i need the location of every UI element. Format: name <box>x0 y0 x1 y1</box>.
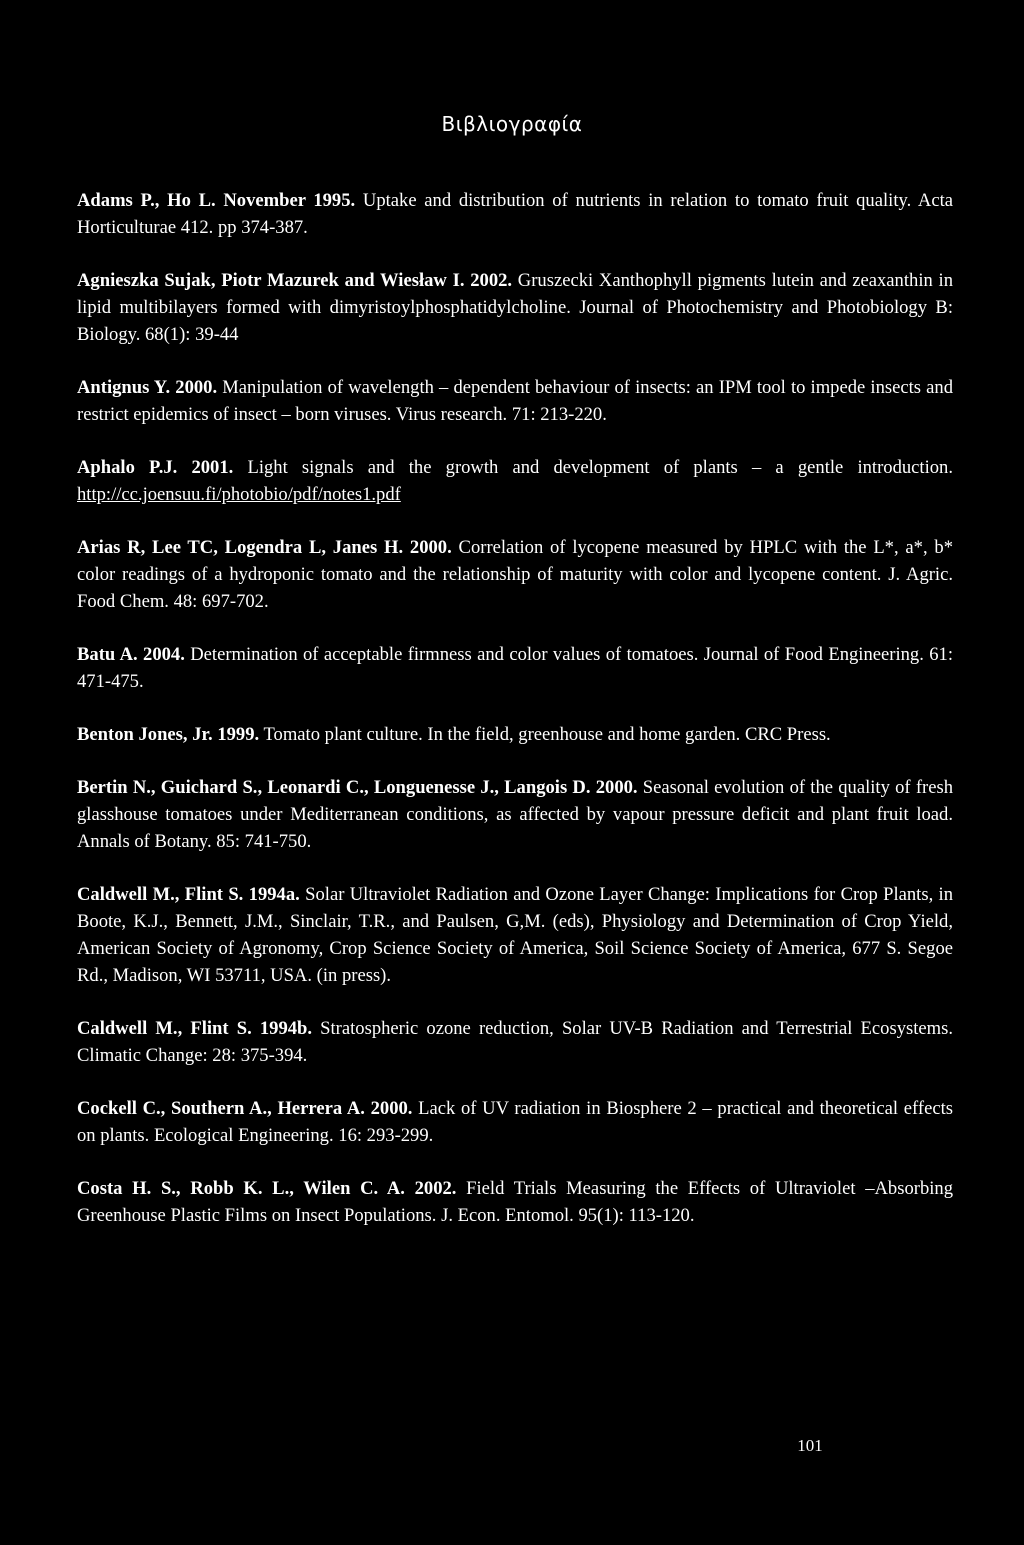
reference-item <box>77 374 953 428</box>
reference-item <box>77 774 953 855</box>
reference-text: Determination of acceptable firmness and color values of tomatoes. Journal of Food Engineering. 61: 471-475. <box>77 644 954 692</box>
reference-authors: Caldwell M., Flint S. 1994b. <box>77 1018 313 1039</box>
reference-authors: Caldwell M., Flint S. 1994a. <box>77 884 300 905</box>
reference-item <box>77 1095 953 1149</box>
reference-item <box>77 534 953 615</box>
reference-authors: Bertin N., Guichard S., Leonardi C., Longuenesse J., Langois D. 2000. <box>77 777 638 798</box>
reference-list <box>77 187 953 1255</box>
reference-text: Field Trials Measuring the Effects of Ultraviolet –Absorbing Greenhouse Plastic Films on Insect Populations. J. Econ. Entomol. 95(1): 113-120. <box>77 1178 954 1226</box>
reference-text: Uptake and distribution of nutrients in relation to tomato fruit quality. Acta Horticulturae 412. pp 374-387. <box>77 190 953 238</box>
reference-text: Stratospheric ozone reduction, Solar UV-B Radiation and Terrestrial Ecosystems. Climatic Change: 28: 375-394. <box>77 1018 953 1066</box>
reference-item <box>77 1175 953 1229</box>
reference-item <box>77 187 953 241</box>
reference-authors: Arias R, Lee TC, Logendra L, Janes H. 2000. <box>77 537 452 558</box>
reference-authors: Benton Jones, Jr. 1999. <box>77 724 260 745</box>
reference-item <box>77 267 953 348</box>
reference-authors: Agnieszka Sujak, Piotr Mazurek and Wiesław I. 2002. <box>77 270 513 291</box>
reference-text: Gruszecki Xanthophyll pigments lutein and zeaxanthin in lipid multibilayers formed with dimyristoylphosphatidylcholine. Journal of Photochemistry and Photobiology B: Biology. 68(1): 39-44 <box>77 270 953 345</box>
reference-text: Manipulation of wavelength – dependent behaviour of insects: an IPM tool to impede insects and restrict epidemics of insect – born viruses. Virus research. 71: 213-220. <box>77 377 953 425</box>
reference-authors: Costa H. S., Robb K. L., Wilen C. A. 2002. <box>77 1178 457 1199</box>
reference-authors: Aphalo P.J. 2001. <box>77 457 234 478</box>
reference-text: Lack of UV radiation in Biosphere 2 – practical and theoretical effects on plants. Ecological Engineering. 16: 293-299. <box>77 1098 953 1146</box>
reference-authors: Batu A. 2004. <box>77 644 185 665</box>
reference-text: Tomato plant culture. In the field, greenhouse and home garden. CRC Press. <box>259 724 831 745</box>
reference-item <box>77 721 953 748</box>
reference-text: Solar Ultraviolet Radiation and Ozone Layer Change: Implications for Crop Plants, in Boote, K.J., Bennett, J.M., Sinclair, T.R., and Paulsen, G,M. (eds), Physiology and Determination of Crop Yield, American Society of Agronomy, Crop Science Society of America, Soil Science Society of America, 677 S. Segoe Rd., Madison, WI 53711, USA. (in press). <box>77 884 954 986</box>
reference-item <box>77 454 953 508</box>
reference-text: Light signals and the growth and development of plants – a gentle introduction. <box>233 457 953 478</box>
reference-text: Correlation of lycopene measured by HPLC with the L*, a*, b* color readings of a hydroponic tomato and the relationship of maturity with color and lycopene content. J. Agric. Food Chem. 48: 697-702. <box>77 537 954 612</box>
reference-item <box>77 1015 953 1069</box>
reference-link[interactable]: http://cc.joensuu.fi/photobio/pdf/notes1.pdf <box>77 484 401 505</box>
page-number: 101 <box>797 1436 823 1455</box>
reference-authors: Cockell C., Southern A., Herrera A. 2000. <box>77 1098 413 1119</box>
reference-item <box>77 881 953 989</box>
reference-text: Seasonal evolution of the quality of fresh glasshouse tomatoes under Mediterranean conditions, as affected by vapour pressure deficit and plant fruit load. Annals of Botany. 85: 741-750. <box>77 777 953 852</box>
reference-authors: Antignus Y. 2000. <box>77 377 218 398</box>
reference-authors: Adams P., Ho L. November 1995. <box>77 190 356 211</box>
reference-item <box>77 641 953 695</box>
page-title: Βιβλιογραφία <box>441 112 583 136</box>
